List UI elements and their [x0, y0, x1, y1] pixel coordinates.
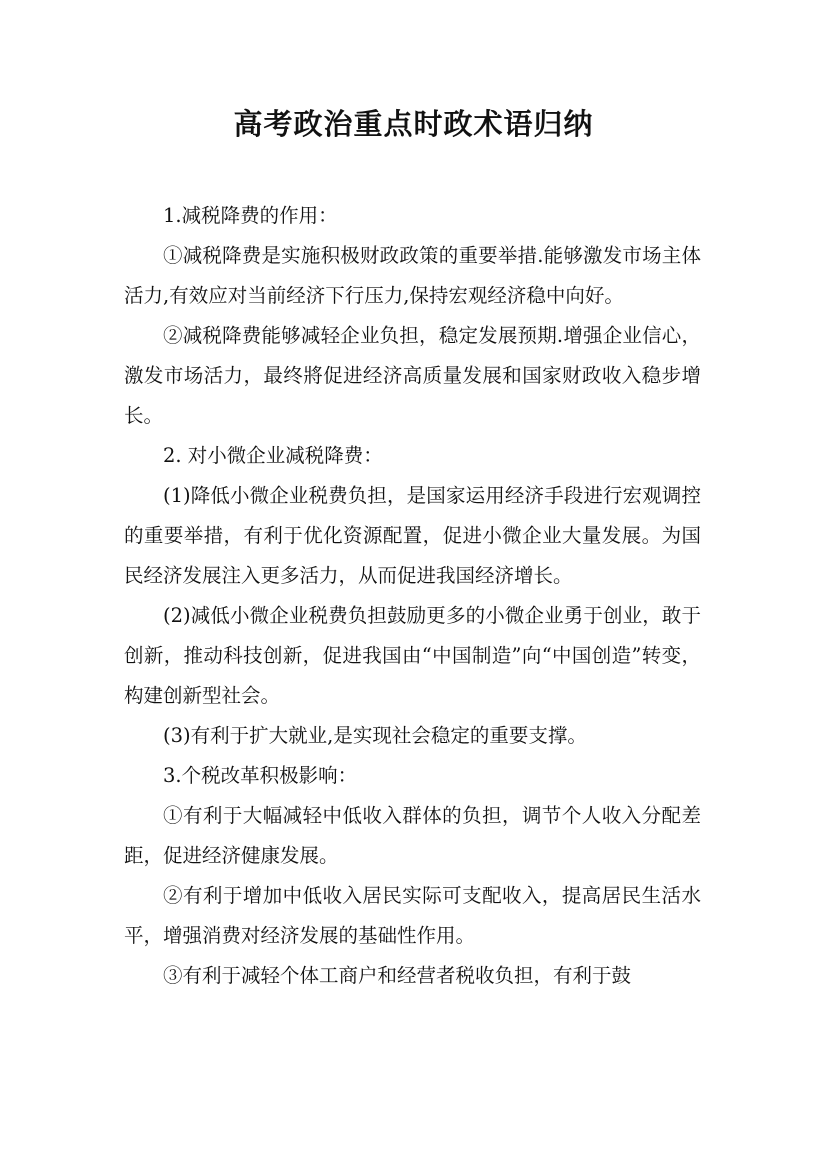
document-body: [124, 196, 701, 996]
section-heading-3: 3.个税改革积极影响：: [163, 764, 358, 787]
paragraph: ②有利于增加中低收入居民实际可支配收入，提高居民生活水平，增强消费对经济发展的基础性作用。: [124, 884, 701, 947]
section-heading-2: 2. 对小微企业减税降费：: [163, 444, 383, 467]
paragraph: ①减税降费是实施积极财政政策的重要举措.能够激发市场主体活力,有效应对当前经济下行压力,保持宏观经济稳中向好。: [124, 244, 701, 307]
paragraph: ①有利于大幅减轻中低收入群体的负担，调节个人收入分配差距，促进经济健康发展。: [124, 804, 701, 867]
paragraph: (3)有利于扩大就业,是实现社会稳定的重要支撑。: [163, 724, 587, 747]
paragraph: (1)降低小微企业税费负担，是国家运用经济手段进行宏观调控的重要举措，有利于优化资源配置，促进小微企业大量发展。为国民经济发展注入更多活力，从而促进我国经济增长。: [124, 484, 701, 587]
section-heading-1: 1.减税降费的作用：: [163, 204, 338, 227]
document-title: 高考政治重点时政术语归纳: [233, 107, 594, 141]
paragraph: (2)减低小微企业税费负担鼓励更多的小微企业勇于创业，敢于创新，推动科技创新，促进我国由“中国制造”向“中国创造”转变，构建创新型社会。: [124, 604, 701, 707]
paragraph: ②减税降费能够减轻企业负担，稳定发展预期.增强企业信心，激发市场活力，最终將促进经济高质量发展和国家财政收入稳步增长。: [124, 324, 701, 427]
paragraph: ③有利于减轻个体工商户和经营者税收负担，有利于鼓: [163, 964, 632, 987]
